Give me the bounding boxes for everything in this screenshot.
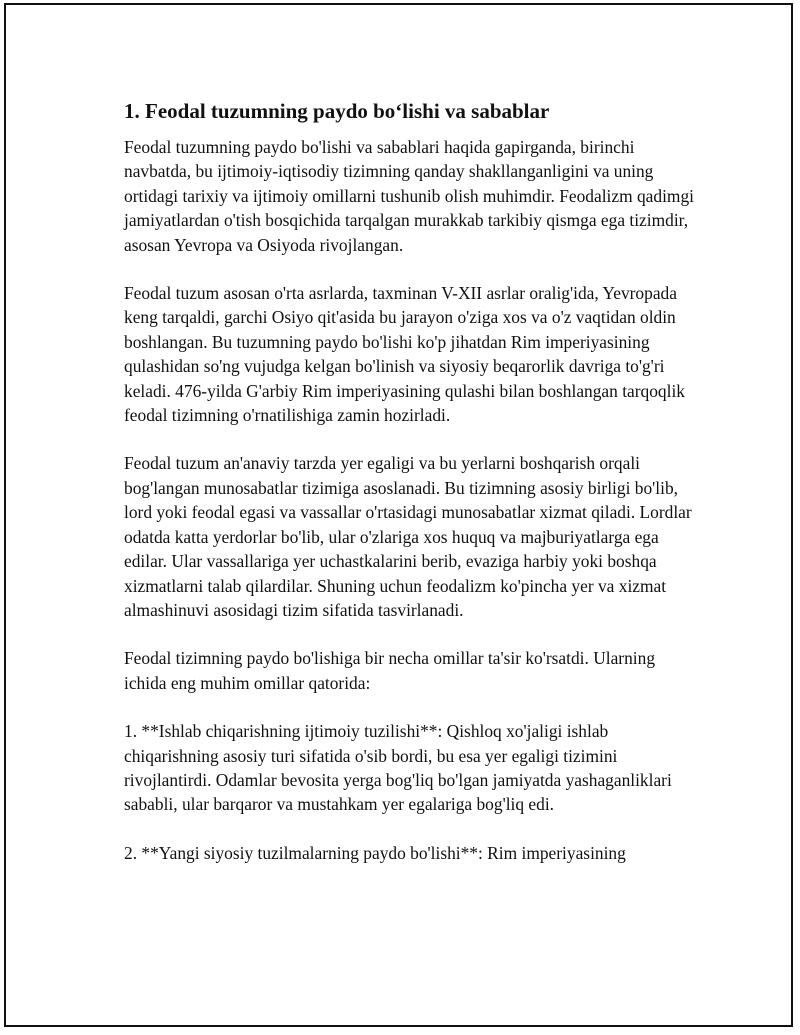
page-frame [4,3,793,1027]
document-title: 1. Feodal tuzumning paydo bo‘lishi va sabablar [124,99,550,123]
paragraph-factor-2: 2. **Yangi siyosiy tuzilmalarning paydo bo'lishi**: Rim imperiyasining [124,842,626,863]
paragraph-origin: Feodal tuzum asosan o'rta asrlarda, taxminan V-XII asrlar oralig'ida, Yevropada keng tarqaldi, garchi Osiyo qit'asida bu jarayon o'ziga xos va o'z vaqtidan oldin boshlangan. Bu tuzumning paydo bo'lishi ko'p jihatdan Rim imperiyasining qulashidan so'ng vujudga kelgan bo'linish va siyosiy beqarorlik davriga to'g'ri keladi. 476-yilda G'arbiy Rim imperiyasining qulashi bilan boshlangan tarqoqlik feodal tizimning o'rnatilishiga zamin hozirladi. [124,283,685,426]
paragraph-factor-1: 1. **Ishlab chiqarishning ijtimoiy tuzilishi**: Qishloq xo'jaligi ishlab chiqarishning asosiy turi sifatida o'sib bordi, bu esa yer egaligi tizimini rivojlantirdi. Odamlar bevosita yerga bog'liq bo'lgan jamiyatda yashaganliklari sababli, ular barqaror va mustahkam yer egalariga bog'liq edi. [124,721,672,815]
paragraph-intro: Feodal tuzumning paydo bo'lishi va sabablari haqida gapirganda, birinchi navbatda, bu ijtimoiy-iqtisodiy tizimning qanday shakllanganligini va uning ortidagi tarixiy va ijtimoiy omillarni tushunib olish muhimdir. Feodalizm qadimgi jamiyatlardan o'tish bosqichida tarqalgan murakkab tarkibiy qismga ega tizimdir, asosan Yevropa va Osiyoda rivojlangan. [124,137,694,255]
paragraph-factors-intro: Feodal tizimning paydo bo'lishiga bir necha omillar ta'sir ko'rsatdi. Ularning ichida eng muhim omillar qatorida: [124,648,656,693]
document-body [124,97,699,889]
paragraph-land-relations: Feodal tuzum an'anaviy tarzda yer egaligi va bu yerlarni boshqarish orqali bog'langan munosabatlar tizimiga asoslanadi. Bu tizimning asosiy birligi bo'lib, lord yoki feodal egasi va vassallar o'rtasidagi munosabatlar xizmat qiladi. Lordlar odatda katta yerdorlar bo'lib, ular o'zlariga xos huquq va majburiyatlarga ega edilar. Ular vassallariga yer uchastkalarini berib, evaziga harbiy yoki boshqa xizmatlarni talab qilardilar. Shuning uchun feodalizm ko'pincha yer va xizmat almashinuvi asosidagi tizim sifatida tasvirlanadi. [124,453,692,620]
